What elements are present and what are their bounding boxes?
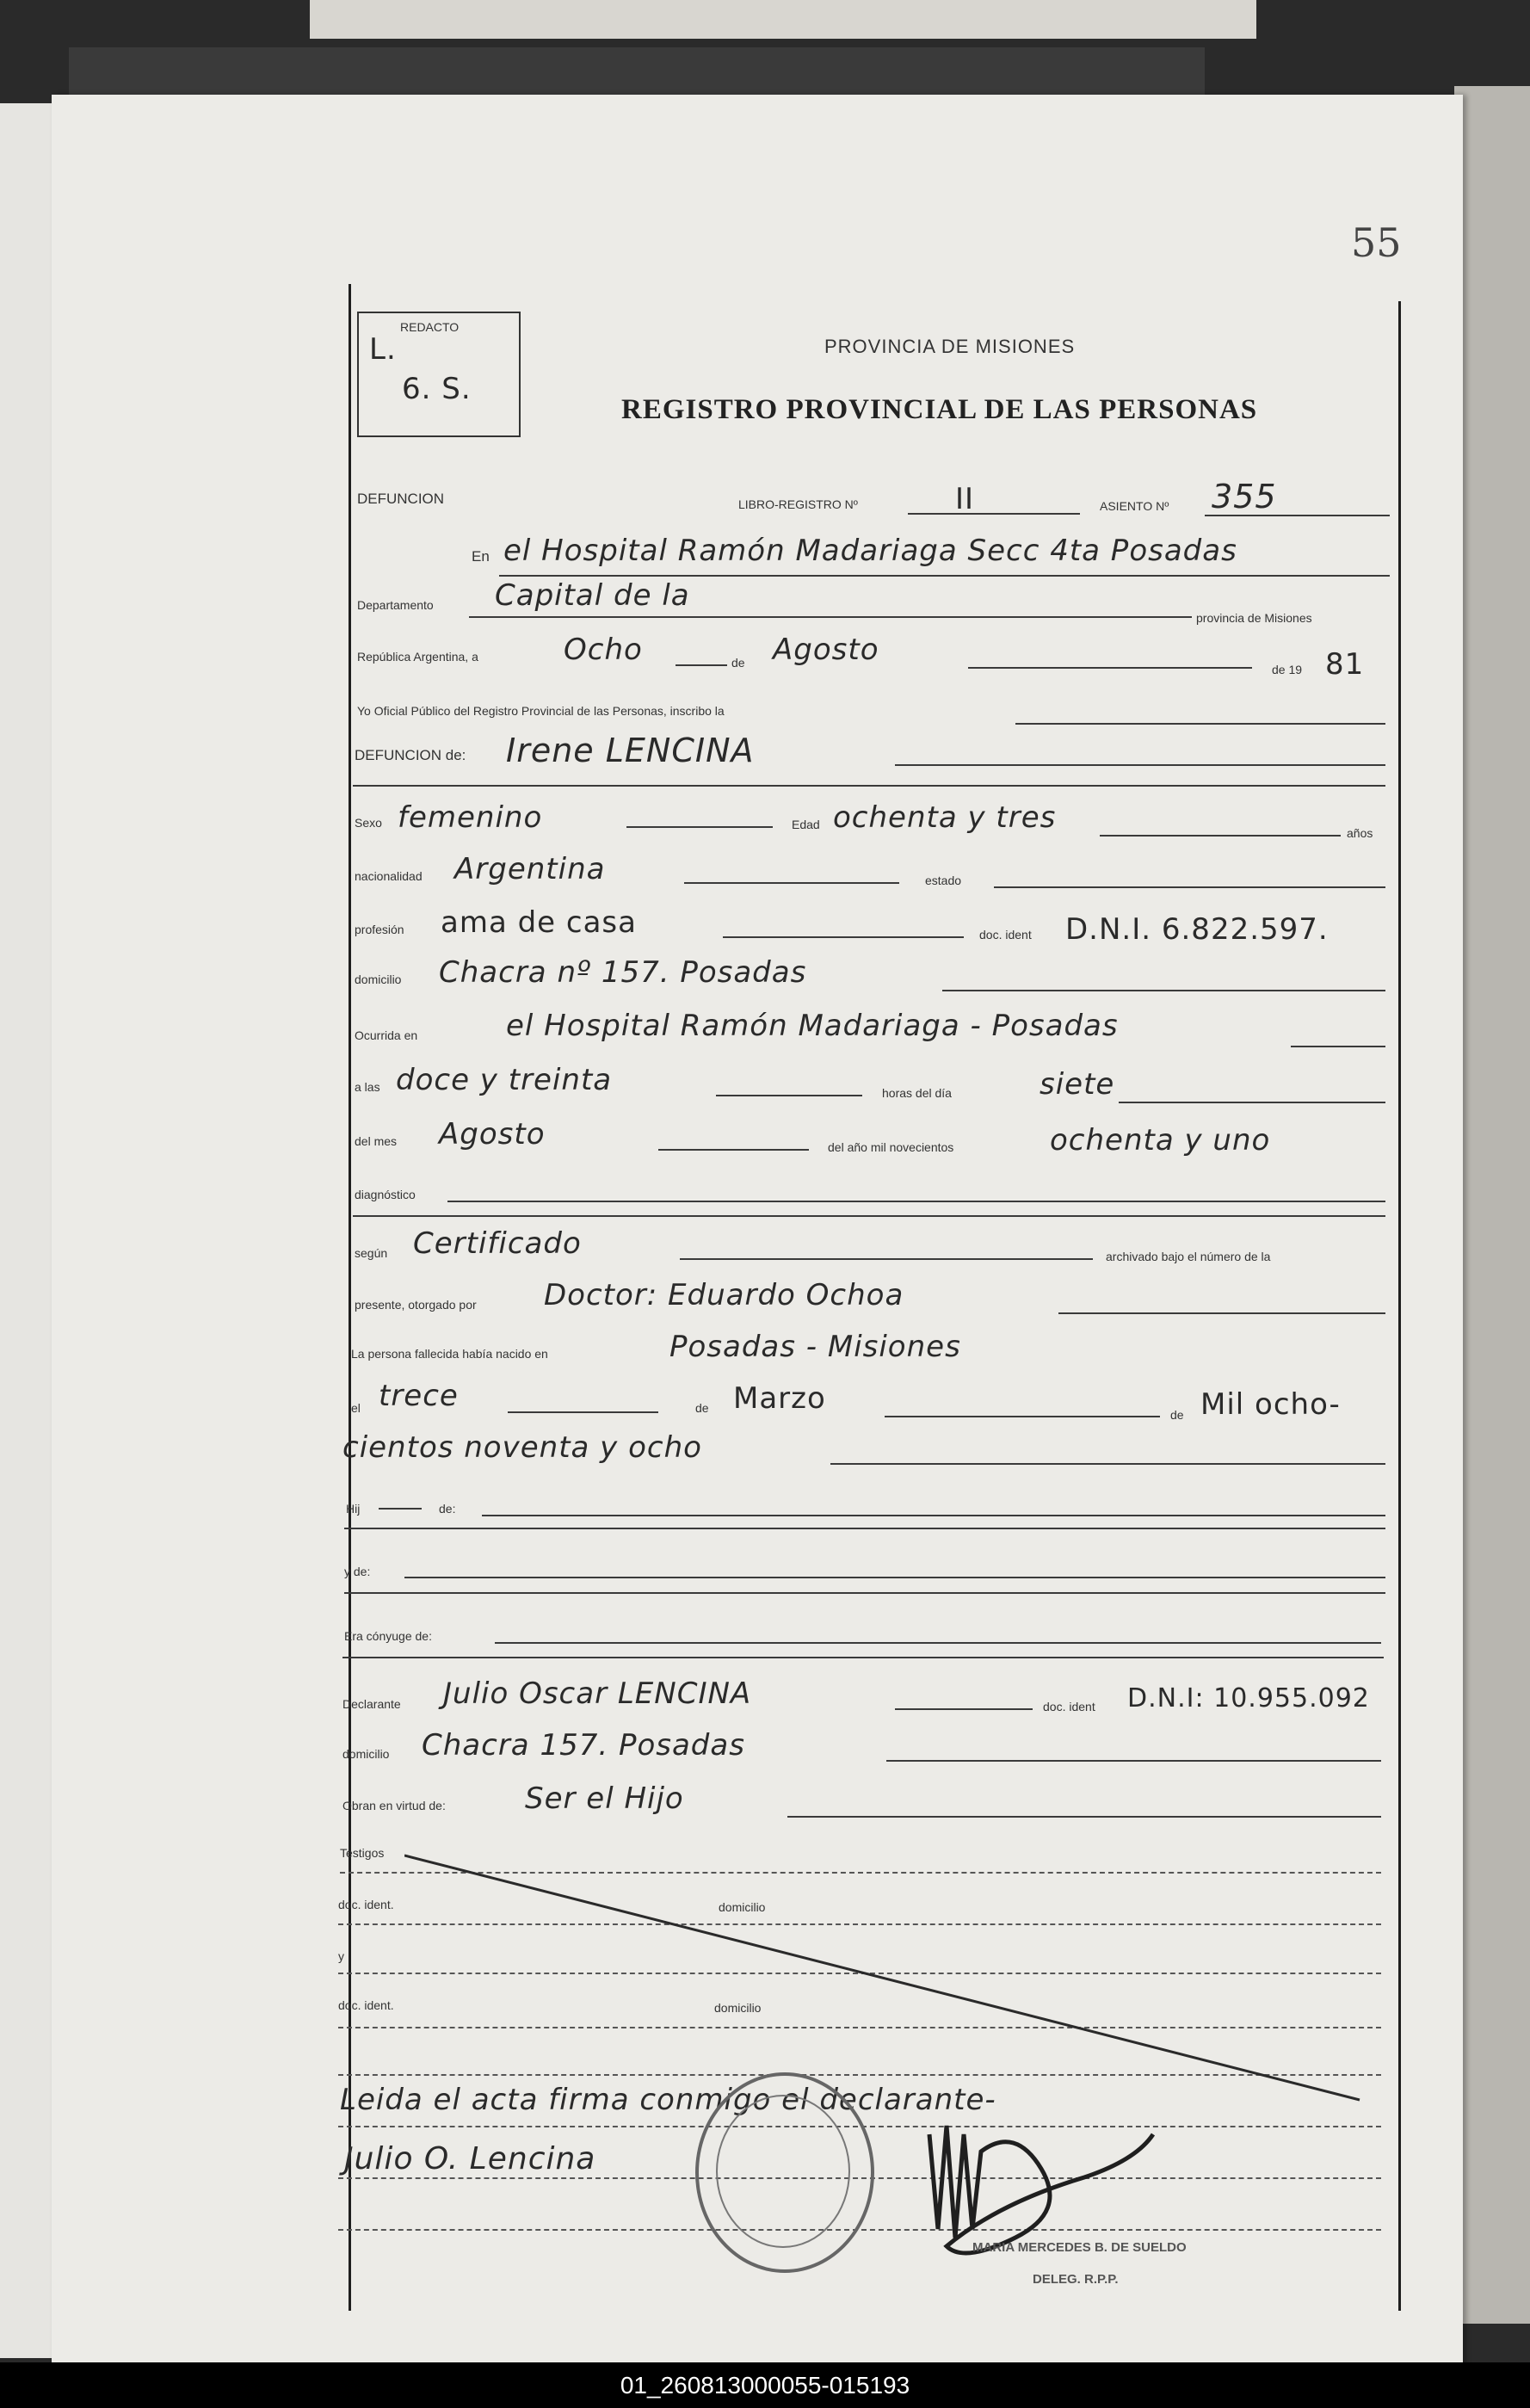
presente-label: presente, otorgado por bbox=[355, 1298, 477, 1312]
y-de-label: y de: bbox=[344, 1565, 371, 1578]
official-name: MARIA MERCEDES B. DE SUELDO bbox=[972, 2240, 1187, 2255]
declarante-doc-label: doc. ident bbox=[1043, 1700, 1095, 1713]
form-right-border bbox=[1398, 301, 1401, 2311]
del-ano-label: del año mil novecientos bbox=[828, 1140, 954, 1154]
redacto-line1: L. bbox=[369, 332, 397, 367]
asiento-label: ASIENTO Nº bbox=[1100, 499, 1169, 513]
closing-text: Leida el acta firma conmigo el declarante- bbox=[340, 2083, 996, 2117]
year-label: de 19 bbox=[1272, 663, 1303, 676]
profesion-label: profesión bbox=[355, 923, 404, 936]
testigo-doc1-label: doc. ident. bbox=[338, 1898, 394, 1911]
del-mes-label: del mes bbox=[355, 1134, 398, 1148]
mes-value: Agosto bbox=[439, 1117, 546, 1152]
deceased-name: Irene LENCINA bbox=[506, 732, 755, 769]
en-value: el Hospital Ramón Madariaga Secc 4ta Posadas bbox=[503, 534, 1237, 568]
declarante-value: Julio Oscar LENCINA bbox=[443, 1676, 752, 1711]
republica-label: República Argentina, a bbox=[357, 650, 478, 664]
libro-label: LIBRO-REGISTRO Nº bbox=[738, 497, 858, 511]
hij-de-label: de: bbox=[439, 1502, 456, 1516]
nacido-value: Posadas - Misiones bbox=[669, 1330, 961, 1364]
birth-year-value-2: cientos noventa y ocho bbox=[342, 1430, 702, 1465]
provincia-suffix: provincia de Misiones bbox=[1196, 611, 1312, 625]
hij-label: Hij bbox=[346, 1502, 361, 1516]
declarante-signature: Julio O. Lencina bbox=[344, 2141, 596, 2176]
nacido-label: La persona fallecida había nacido en bbox=[351, 1347, 548, 1361]
sexo-value: femenino bbox=[398, 800, 543, 835]
dia-value: siete bbox=[1040, 1067, 1115, 1102]
declarante-domicilio-label: domicilio bbox=[342, 1747, 390, 1761]
libro-value: II bbox=[955, 482, 975, 516]
domicilio-value: Chacra nº 157. Posadas bbox=[439, 955, 807, 990]
oficial-text: Yo Oficial Público del Registro Provincial de las Personas, inscribo la bbox=[357, 704, 725, 718]
departamento-value: Capital de la bbox=[495, 578, 690, 613]
strike-line bbox=[404, 1850, 1368, 2109]
year-value: 81 bbox=[1325, 647, 1365, 682]
birth-year-value-1: Mil ocho- bbox=[1200, 1387, 1341, 1422]
date-de-label: de bbox=[731, 656, 745, 670]
day-value: Ocho bbox=[564, 633, 643, 667]
anos-label: años bbox=[1347, 826, 1373, 840]
month-value: Agosto bbox=[773, 633, 879, 667]
el-label: el bbox=[351, 1401, 361, 1415]
ocurrida-label: Ocurrida en bbox=[355, 1028, 418, 1042]
top-paper-strip bbox=[310, 0, 1256, 39]
official-role: DELEG. R.P.P. bbox=[1033, 2272, 1119, 2287]
a-las-value: doce y treinta bbox=[396, 1063, 613, 1097]
header-province: PROVINCIA DE MISIONES bbox=[824, 336, 1076, 357]
birth-month-value: Marzo bbox=[733, 1381, 826, 1416]
asiento-value: 355 bbox=[1212, 478, 1277, 516]
presente-value: Doctor: Eduardo Ochoa bbox=[544, 1278, 904, 1312]
horas-label: horas del día bbox=[882, 1086, 952, 1100]
redacto-label: REDACTO bbox=[400, 320, 460, 334]
edad-label: Edad bbox=[792, 818, 820, 831]
edad-value: ochenta y tres bbox=[833, 800, 1057, 835]
obran-label: Obran en virtud de: bbox=[342, 1799, 446, 1812]
testigos-label: Testigos bbox=[340, 1846, 385, 1860]
diagnostico-label: diagnóstico bbox=[355, 1188, 416, 1201]
page-number: 55 bbox=[1351, 219, 1402, 266]
header-title: REGISTRO PROVINCIAL DE LAS PERSONAS bbox=[621, 394, 1258, 425]
doc-ident-value: D.N.I. 6.822.597. bbox=[1065, 912, 1329, 947]
declarante-doc-value: D.N.I: 10.955.092 bbox=[1127, 1683, 1370, 1713]
record-type-label: DEFUNCION bbox=[357, 491, 445, 507]
image-id-footer: 01_260813000055-015193 bbox=[0, 2362, 1530, 2408]
profesion-value: ama de casa bbox=[441, 905, 637, 940]
testigo-doc2-label: doc. ident. bbox=[338, 1998, 394, 2012]
doc-ident-label: doc. ident bbox=[979, 928, 1032, 942]
declarante-domicilio-value: Chacra 157. Posadas bbox=[422, 1728, 745, 1763]
a-las-label: a las bbox=[355, 1080, 380, 1094]
birth-year-de-label: de bbox=[1170, 1408, 1184, 1422]
nacionalidad-label: nacionalidad bbox=[355, 869, 423, 883]
background-edge bbox=[1454, 86, 1530, 2324]
birth-de-label: de bbox=[695, 1401, 709, 1415]
testigo-dom2-label: domicilio bbox=[714, 2001, 762, 2015]
sexo-label: Sexo bbox=[355, 816, 382, 830]
round-stamp bbox=[695, 2072, 874, 2273]
ocurrida-value: el Hospital Ramón Madariaga - Posadas bbox=[506, 1009, 1119, 1043]
departamento-label: Departamento bbox=[357, 598, 434, 612]
redacto-box bbox=[357, 312, 521, 437]
en-label: En bbox=[472, 548, 490, 565]
testigo-dom1-label: domicilio bbox=[719, 1900, 766, 1914]
estado-label: estado bbox=[925, 874, 962, 887]
nacionalidad-value: Argentina bbox=[454, 852, 606, 886]
redacto-line2: 6. S. bbox=[402, 372, 472, 406]
birth-day-value: trece bbox=[379, 1379, 459, 1413]
domicilio-label: domicilio bbox=[355, 972, 402, 986]
archivado-label: archivado bajo el número de la bbox=[1106, 1250, 1271, 1263]
defuncion-de-label: DEFUNCION de: bbox=[355, 747, 466, 763]
declarante-label: Declarante bbox=[342, 1697, 401, 1711]
segun-value: Certificado bbox=[413, 1226, 582, 1261]
obran-value: Ser el Hijo bbox=[525, 1781, 684, 1816]
segun-label: según bbox=[355, 1246, 388, 1260]
conyuge-label: Era cónyuge de: bbox=[344, 1629, 432, 1643]
testigo-y-label: y bbox=[338, 1949, 344, 1963]
ano-value: ochenta y uno bbox=[1050, 1123, 1271, 1158]
